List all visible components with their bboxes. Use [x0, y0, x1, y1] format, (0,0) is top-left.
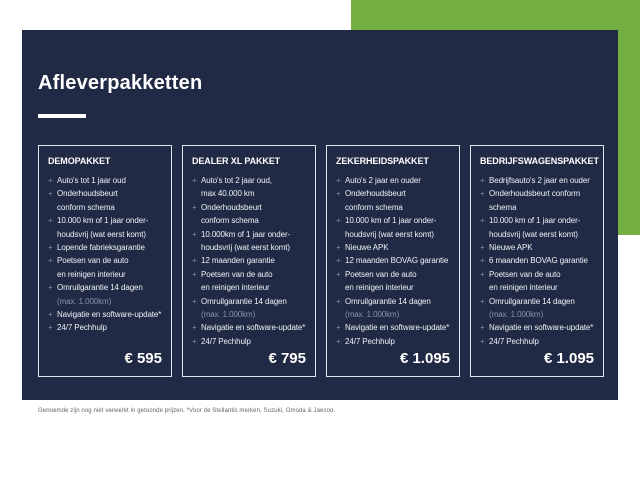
- list-item: [48, 321, 164, 334]
- list-item-line: 24/7 Pechhulp: [345, 336, 395, 346]
- list-item-text: [345, 268, 452, 295]
- list-item-text: [489, 174, 596, 187]
- list-item: [480, 214, 596, 241]
- list-item: [48, 187, 164, 214]
- list-item: [192, 268, 308, 295]
- list-item-text: [201, 254, 308, 267]
- main-panel: [22, 30, 618, 400]
- list-item-line-muted: (max. 1.000km): [489, 310, 544, 320]
- plus-bullet-icon: +: [192, 256, 197, 266]
- plus-bullet-icon: +: [336, 336, 341, 346]
- list-item-text: [345, 174, 452, 187]
- list-item-text: [57, 187, 164, 214]
- list-item-line: Nieuwe APK: [345, 243, 389, 253]
- plus-bullet-icon: +: [48, 310, 53, 320]
- list-item: [192, 254, 308, 267]
- package-feature-list: [192, 174, 308, 348]
- list-item-line: Onderhoudsbeurt: [201, 202, 262, 212]
- plus-bullet-icon: +: [336, 256, 341, 266]
- plus-bullet-icon: +: [480, 256, 485, 266]
- list-item-line: 10.000 km of 1 jaar onder-: [489, 216, 581, 226]
- list-item: [480, 295, 596, 322]
- list-item-line: Onderhoudsbeurt conform: [489, 189, 581, 199]
- plus-bullet-icon: +: [480, 216, 485, 226]
- list-item-line: 24/7 Pechhulp: [489, 336, 539, 346]
- package-price: € 595: [124, 350, 162, 367]
- plus-bullet-icon: +: [480, 336, 485, 346]
- list-item-text: [57, 174, 164, 187]
- list-item-text: [489, 187, 596, 214]
- list-item: [480, 268, 596, 295]
- list-item-line-muted: (max. 1.000km): [201, 310, 256, 320]
- list-item-line: Navigatie en software-update*: [489, 323, 594, 333]
- list-item: [192, 174, 308, 201]
- list-item-line: Auto's tot 2 jaar oud,: [201, 176, 272, 185]
- plus-bullet-icon: +: [48, 323, 53, 333]
- list-item-text: [201, 321, 308, 334]
- plus-bullet-icon: +: [336, 296, 341, 306]
- list-item-text: [489, 268, 596, 295]
- list-item-line: 10.000 km of 1 jaar onder-: [345, 216, 437, 226]
- list-item-line: Poetsen van de auto: [345, 269, 417, 279]
- list-item: [192, 295, 308, 322]
- plus-bullet-icon: +: [192, 269, 197, 279]
- plus-bullet-icon: +: [48, 216, 53, 226]
- list-item-text: [489, 241, 596, 254]
- list-item-line: Omruilgarantie 14 dagen: [57, 283, 143, 293]
- package-card: [470, 145, 604, 377]
- list-item: [48, 254, 164, 281]
- plus-bullet-icon: +: [336, 269, 341, 279]
- list-item: [336, 295, 452, 322]
- package-feature-list: [336, 174, 452, 348]
- list-item-line: houdsvrij (wat eerst komt): [489, 229, 578, 239]
- list-item-line: Bedrijfsauto's 2 jaar en ouder: [489, 176, 590, 185]
- list-item-line: Navigatie en software-update*: [57, 310, 162, 320]
- list-item-line: houdsvrij (wat eerst komt): [345, 229, 434, 239]
- list-item-line: Omruilgarantie 14 dagen: [201, 296, 287, 306]
- list-item-text: [201, 228, 308, 255]
- list-item-line: 12 maanden garantie: [201, 256, 275, 266]
- list-item: [336, 214, 452, 241]
- list-item-line: Poetsen van de auto: [201, 269, 273, 279]
- list-item-text: [345, 321, 452, 334]
- plus-bullet-icon: +: [336, 216, 341, 226]
- plus-bullet-icon: +: [336, 323, 341, 333]
- plus-bullet-icon: +: [336, 189, 341, 199]
- list-item-text: [489, 254, 596, 267]
- plus-bullet-icon: +: [480, 189, 485, 199]
- list-item-line: Poetsen van de auto: [57, 256, 129, 266]
- plus-bullet-icon: +: [192, 336, 197, 346]
- list-item-text: [57, 214, 164, 241]
- list-item-line: 10.000 km of 1 jaar onder-: [57, 216, 149, 226]
- package-price: € 1.095: [399, 350, 450, 367]
- plus-bullet-icon: +: [336, 243, 341, 253]
- list-item-line: Navigatie en software-update*: [201, 323, 306, 333]
- list-item-text: [201, 295, 308, 322]
- list-item-line: en reinigen interieur: [489, 283, 558, 293]
- list-item: [48, 241, 164, 254]
- list-item-line: en reinigen interieur: [57, 269, 126, 279]
- list-item-line: conform schema: [345, 202, 403, 212]
- plus-bullet-icon: +: [192, 176, 197, 185]
- plus-bullet-icon: +: [192, 202, 197, 212]
- plus-bullet-icon: +: [336, 176, 341, 185]
- list-item: [192, 228, 308, 255]
- list-item-text: [345, 214, 452, 241]
- list-item: [480, 254, 596, 267]
- list-item: [192, 201, 308, 228]
- package-feature-list: [480, 174, 596, 348]
- package-price: € 795: [268, 350, 306, 367]
- package-card: [38, 145, 172, 377]
- plus-bullet-icon: +: [480, 243, 485, 253]
- list-item-text: [489, 335, 596, 348]
- list-item-text: [489, 295, 596, 322]
- list-item-text: [345, 187, 452, 214]
- list-item-line: en reinigen interieur: [345, 283, 414, 293]
- list-item-line: en reinigen interieur: [201, 283, 270, 293]
- list-item-line-muted: (max. 1.000km): [345, 310, 400, 320]
- list-item-text: [201, 174, 308, 201]
- list-item: [48, 174, 164, 187]
- package-price: € 1.095: [543, 350, 594, 367]
- plus-bullet-icon: +: [192, 296, 197, 306]
- list-item-line: houdsvrij (wat eerst komt): [57, 229, 146, 239]
- list-item-text: [489, 321, 596, 334]
- list-item: [336, 187, 452, 214]
- package-feature-list: [48, 174, 164, 335]
- list-item: [336, 254, 452, 267]
- list-item-line: Nieuwe APK: [489, 243, 533, 253]
- list-item-text: [57, 241, 164, 254]
- list-item-line: Omruilgarantie 14 dagen: [345, 296, 431, 306]
- list-item: [336, 241, 452, 254]
- list-item-text: [345, 254, 452, 267]
- package-title: DEMOPAKKET: [48, 156, 111, 166]
- list-item-line: 24/7 Pechhulp: [57, 323, 107, 333]
- list-item-line-muted: (max. 1.000km): [57, 296, 112, 306]
- list-item: [192, 335, 308, 348]
- list-item: [336, 174, 452, 187]
- list-item-line: 24/7 Pechhulp: [201, 336, 251, 346]
- list-item-line: 10.000km of 1 jaar onder-: [201, 229, 291, 239]
- list-item: [480, 174, 596, 187]
- plus-bullet-icon: +: [48, 283, 53, 293]
- list-item-line: conform schema: [201, 216, 259, 226]
- plus-bullet-icon: +: [48, 176, 53, 185]
- plus-bullet-icon: +: [480, 323, 485, 333]
- package-card: [326, 145, 460, 377]
- plus-bullet-icon: +: [480, 269, 485, 279]
- plus-bullet-icon: +: [480, 296, 485, 306]
- list-item: [48, 281, 164, 308]
- list-item-line: houdsvrij (wat eerst komt): [201, 243, 290, 253]
- list-item-line: schema: [489, 202, 517, 212]
- list-item-line: 12 maanden BOVAG garantie: [345, 256, 449, 266]
- list-item-line: conform schema: [57, 202, 115, 212]
- list-item-line: Omruilgarantie 14 dagen: [489, 296, 575, 306]
- list-item-text: [57, 308, 164, 321]
- list-item-line: Navigatie en software-update*: [345, 323, 450, 333]
- list-item-text: [345, 335, 452, 348]
- list-item-line: Auto's tot 1 jaar oud: [57, 176, 126, 185]
- footnote: Genoemde zijn nog niet verwerkt in getoonde prijzen. *Voor de Stellantis merken, Suzuki, Omoda & Jaecoo.: [38, 408, 336, 414]
- list-item: [192, 321, 308, 334]
- plus-bullet-icon: +: [48, 243, 53, 253]
- list-item: [336, 321, 452, 334]
- list-item: [48, 214, 164, 241]
- list-item: [480, 321, 596, 334]
- package-title: DEALER XL PAKKET: [192, 156, 281, 166]
- list-item: [480, 187, 596, 214]
- list-item-line: Onderhoudsbeurt: [57, 189, 118, 199]
- page-title: Afleverpakketten: [38, 72, 203, 94]
- list-item-text: [201, 201, 308, 228]
- list-item: [480, 335, 596, 348]
- list-item: [336, 268, 452, 295]
- package-title: BEDRIJFSWAGENSPAKKET: [480, 156, 599, 166]
- list-item-line: Onderhoudsbeurt: [345, 189, 406, 199]
- list-item-line: max 40.000 km: [201, 189, 255, 199]
- plus-bullet-icon: +: [48, 256, 53, 266]
- list-item-text: [345, 241, 452, 254]
- package-card: [182, 145, 316, 377]
- list-item-text: [201, 335, 308, 348]
- package-title: ZEKERHEIDSPAKKET: [336, 156, 429, 166]
- list-item-text: [201, 268, 308, 295]
- plus-bullet-icon: +: [192, 323, 197, 333]
- list-item-line: Poetsen van de auto: [489, 269, 561, 279]
- package-cards: [38, 145, 604, 377]
- list-item-line: Auto's 2 jaar en ouder: [345, 176, 421, 185]
- list-item-text: [345, 295, 452, 322]
- plus-bullet-icon: +: [480, 176, 485, 185]
- list-item: [48, 308, 164, 321]
- list-item-text: [57, 254, 164, 281]
- list-item-text: [57, 321, 164, 334]
- list-item-line: 6 maanden BOVAG garantie: [489, 256, 588, 266]
- list-item-text: [489, 214, 596, 241]
- list-item-line: Lopende fabrieksgarantie: [57, 243, 145, 253]
- list-item: [480, 241, 596, 254]
- plus-bullet-icon: +: [192, 229, 197, 239]
- list-item: [336, 335, 452, 348]
- list-item-text: [57, 281, 164, 308]
- plus-bullet-icon: +: [48, 189, 53, 199]
- title-underline: [38, 114, 86, 118]
